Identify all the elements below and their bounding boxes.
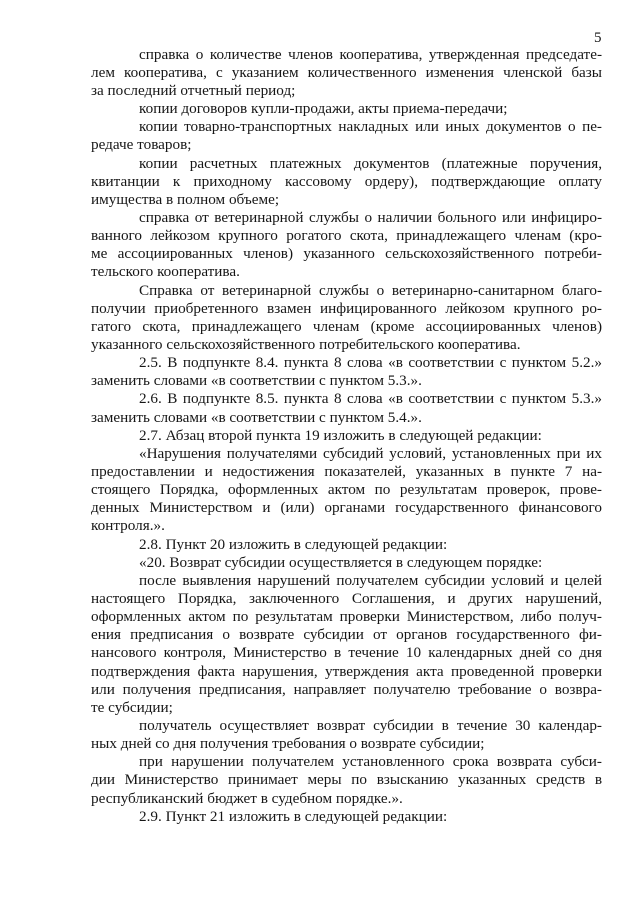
- text-line: копии расчетных платежных документов (платежные поручения,: [139, 155, 602, 172]
- text-line: оформленных актом по результатам проверки Министерством, либо получ-: [91, 608, 602, 625]
- text-line: гатого скота, принадлежащего членам (кроме ассоциированных членов): [91, 318, 602, 335]
- text-line: Справка от ветеринарной службы о ветеринарно-санитарном благо-: [139, 282, 602, 299]
- page-number: 5: [594, 30, 602, 46]
- text-line: имущества в полном объеме;: [91, 191, 280, 208]
- text-line: справка о количестве членов кооператива, утвержденная председате-: [139, 46, 602, 63]
- text-line: ванного лейкозом крупного рогатого скота, принадлежащего членам (кро-: [91, 227, 602, 244]
- text-line: «20. Возврат субсидии осуществляется в следующем порядке:: [139, 554, 543, 571]
- text-line: получии приобретенного взамен инфицированного лейкозом крупного ро-: [91, 300, 602, 317]
- text-line: предоставлении и недостижения показателей, указанных в пункте 7 на-: [91, 463, 602, 480]
- text-line: получатель осуществляет возврат субсидии в течение 30 календар-: [139, 717, 602, 734]
- text-line: денных Министерством и (или) органами государственного финансового: [91, 499, 602, 516]
- text-line: копии товарно-транспортных накладных или иных документов о пе-: [139, 118, 602, 135]
- text-line: ме ассоциированных членов) указанного сельскохозяйственного потреби-: [91, 245, 602, 262]
- text-line: ных дней со дня получения требования о возврате субсидии;: [91, 735, 485, 752]
- text-line: 2.8. Пункт 20 изложить в следующей редакции:: [139, 536, 448, 553]
- text-line: те субсидии;: [91, 699, 173, 716]
- text-line: указанного сельскохозяйственного потребительского кооператива.: [91, 336, 521, 353]
- text-line: стоящего Порядка, оформленных актом по результатам проверок, прове-: [91, 481, 602, 498]
- text-line: после выявления нарушений получателем субсидии условий и целей: [139, 572, 602, 589]
- text-line: республиканский бюджет в судебном порядке.».: [91, 790, 403, 807]
- text-line: квитанции к приходному кассовому ордеру), подтверждающие оплату: [91, 173, 602, 190]
- text-line: 2.7. Абзац второй пункта 19 изложить в следующей редакции:: [139, 427, 542, 444]
- text-line: подтверждения факта нарушения, утверждения акта проведенной проверки: [91, 663, 602, 680]
- text-line: при нарушении получателем установленного срока возврата субси-: [139, 753, 602, 770]
- text-line: заменить словами «в соответствии с пунктом 5.4.».: [91, 409, 422, 426]
- text-line: нансового контроля, Министерство в течение 10 календарных дней со дня: [91, 644, 602, 661]
- text-line: копии договоров купли-продажи, акты приема-передачи;: [139, 100, 508, 117]
- text-line: 2.5. В подпункте 8.4. пункта 8 слова «в соответствии с пунктом 5.2.»: [139, 354, 602, 371]
- text-line: контроля.».: [91, 517, 165, 534]
- text-line: справка от ветеринарной службы о наличии больного или инфициро-: [139, 209, 602, 226]
- text-line: лем кооператива, с указанием количественного изменения членской базы: [91, 64, 602, 81]
- text-line: 2.6. В подпункте 8.5. пункта 8 слова «в соответствии с пунктом 5.3.»: [139, 390, 602, 407]
- text-line: настоящего Порядка, заключенного Соглашения, и других нарушений,: [91, 590, 602, 607]
- text-line: за последний отчетный период;: [91, 82, 296, 99]
- text-line: дии Министерство принимает меры по взысканию указанных средств в: [91, 771, 602, 788]
- text-line: 2.9. Пункт 21 изложить в следующей редакции:: [139, 808, 448, 825]
- text-line: «Нарушения получателями субсидий условий, установленных при их: [139, 445, 602, 462]
- text-line: редаче товаров;: [91, 136, 192, 153]
- text-line: тельского кооператива.: [91, 263, 240, 280]
- text-line: заменить словами «в соответствии с пунктом 5.3.».: [91, 372, 422, 389]
- text-line: ения предписания о возврате субсидии от органов государственного фи-: [91, 626, 602, 643]
- text-line: или получения предписания, направляет получателю требование о возвра-: [91, 681, 602, 698]
